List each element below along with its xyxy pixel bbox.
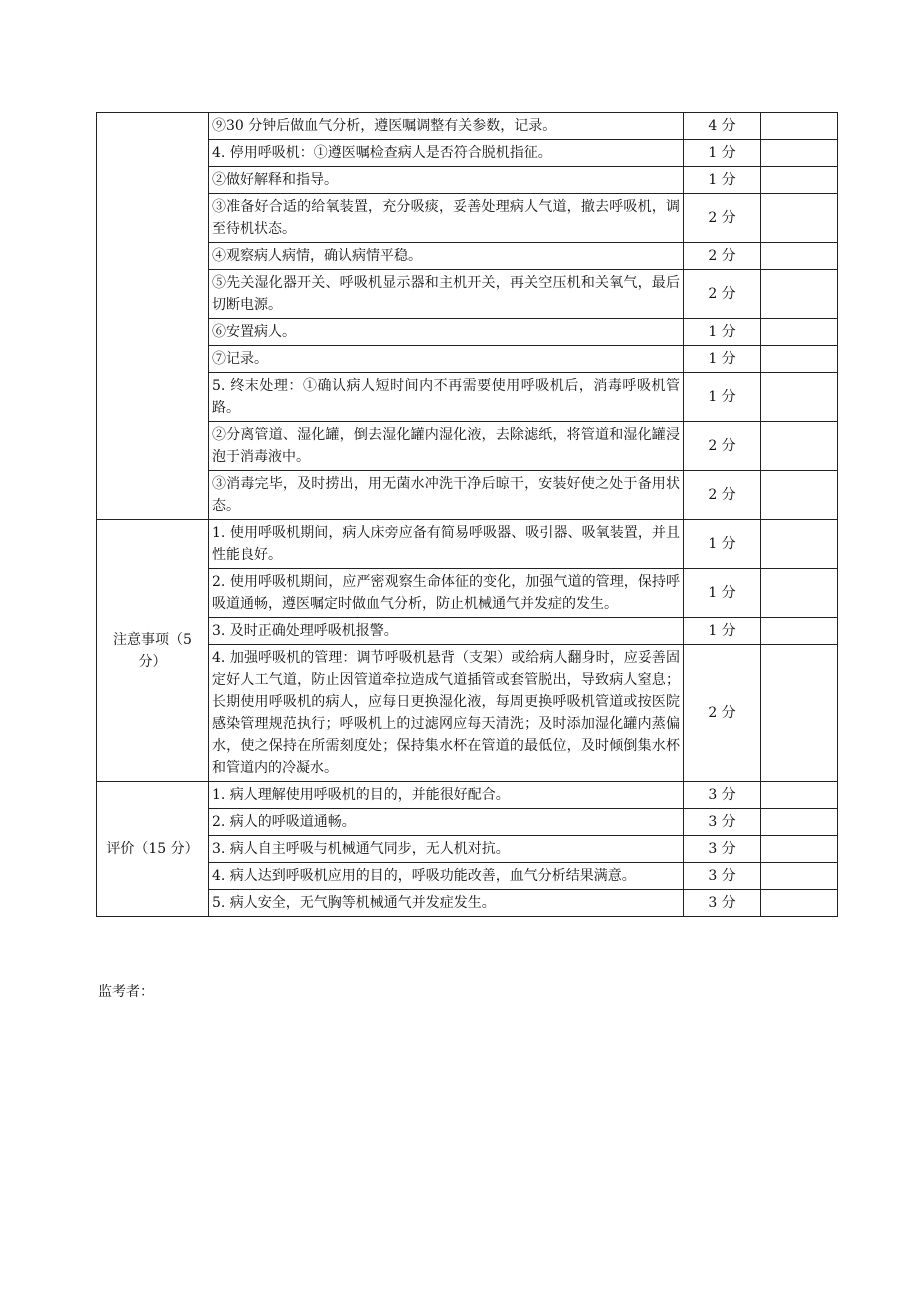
deduction-cell: [761, 809, 838, 836]
item-text: ⑨30 分钟后做血气分析，遵医嘱调整有关参数，记录。: [209, 113, 684, 140]
item-text: ⑤先关湿化器开关、呼吸机显示器和主机开关，再关空压机和关氧气，最后切断电源。: [209, 270, 684, 319]
item-text: 3. 及时正确处理呼吸机报警。: [209, 618, 684, 645]
deduction-cell: [761, 471, 838, 520]
table-row: [97, 194, 838, 243]
deduction-cell: [761, 346, 838, 373]
score-cell: 2 分: [684, 194, 761, 243]
score-cell: 2 分: [684, 422, 761, 471]
score-cell: 1 分: [684, 618, 761, 645]
deduction-cell: [761, 194, 838, 243]
deduction-cell: [761, 836, 838, 863]
category-cell: 注意事项（5 分）: [97, 520, 209, 782]
item-text: ⑦记录。: [209, 346, 684, 373]
table-row: [97, 270, 838, 319]
score-cell: 1 分: [684, 569, 761, 618]
score-cell: 2 分: [684, 270, 761, 319]
score-cell: 1 分: [684, 319, 761, 346]
deduction-cell: [761, 140, 838, 167]
score-cell: 3 分: [684, 809, 761, 836]
item-text: 2. 使用呼吸机期间，应严密观察生命体征的变化，加强气道的管理，保持呼吸道通畅，遵医嘱定时做血气分析，防止机械通气并发症的发生。: [209, 569, 684, 618]
table-row: [97, 618, 838, 645]
item-text: 4. 加强呼吸机的管理：调节呼吸机悬背（支架）或给病人翻身时，应妥善固定好人工气道，防止因管道牵拉造成气道插管或套管脱出，导致病人窒息；长期使用呼吸机的病人，应每日更换湿化液，每周更换呼吸机管道或按医院感染管理规范执行；呼吸机上的过滤网应每天清洗；及时添加湿化罐内蒸偏水，使之保持在所需刻度处；保持集水杯在管道的最低位，及时倾倒集水杯和管道内的冷凝水。: [209, 645, 684, 782]
score-cell: 3 分: [684, 836, 761, 863]
table-row: [97, 836, 838, 863]
deduction-cell: [761, 645, 838, 782]
item-text: 3. 病人自主呼吸与机械通气同步，无人机对抗。: [209, 836, 684, 863]
item-text: ⑥安置病人。: [209, 319, 684, 346]
score-cell: 2 分: [684, 243, 761, 270]
item-text: ③准备好合适的给氧装置，充分吸痰，妥善处理病人气道，撤去呼吸机，调至待机状态。: [209, 194, 684, 243]
scoring-sheet: [96, 112, 837, 917]
item-text: 1. 使用呼吸机期间，病人床旁应备有简易呼吸器、吸引器、吸氧装置，并且性能良好。: [209, 520, 684, 569]
table-row: [97, 569, 838, 618]
deduction-cell: [761, 863, 838, 890]
score-cell: 3 分: [684, 890, 761, 917]
examiner-label: 监考者：: [98, 984, 154, 1000]
table-row: [97, 782, 838, 809]
item-text: 4. 病人达到呼吸机应用的目的，呼吸功能改善，血气分析结果满意。: [209, 863, 684, 890]
score-cell: 4 分: [684, 113, 761, 140]
category-cell: 评价（15 分）: [97, 782, 209, 917]
score-cell: 2 分: [684, 471, 761, 520]
deduction-cell: [761, 782, 838, 809]
table-row: [97, 520, 838, 569]
category-cell: [97, 113, 209, 520]
table-row: [97, 471, 838, 520]
score-cell: 3 分: [684, 863, 761, 890]
table-row: [97, 809, 838, 836]
item-text: 2. 病人的呼吸道通畅。: [209, 809, 684, 836]
table-row: [97, 140, 838, 167]
deduction-cell: [761, 167, 838, 194]
item-text: 5. 病人安全，无气胸等机械通气并发症发生。: [209, 890, 684, 917]
table-row: [97, 645, 838, 782]
score-cell: 1 分: [684, 140, 761, 167]
table-row: [97, 319, 838, 346]
deduction-cell: [761, 618, 838, 645]
item-text: ②分离管道、湿化罐，倒去湿化罐内湿化液，去除滤纸，将管道和湿化罐浸泡于消毒液中。: [209, 422, 684, 471]
deduction-cell: [761, 422, 838, 471]
table-row: [97, 890, 838, 917]
item-text: 5. 终末处理：①确认病人短时间内不再需要使用呼吸机后，消毒呼吸机管路。: [209, 373, 684, 422]
deduction-cell: [761, 243, 838, 270]
deduction-cell: [761, 373, 838, 422]
table-row: [97, 422, 838, 471]
table-row: [97, 243, 838, 270]
item-text: ④观察病人病情，确认病情平稳。: [209, 243, 684, 270]
table-row: [97, 863, 838, 890]
score-cell: 2 分: [684, 645, 761, 782]
table-row: [97, 346, 838, 373]
deduction-cell: [761, 890, 838, 917]
item-text: ②做好解释和指导。: [209, 167, 684, 194]
item-text: 4. 停用呼吸机：①遵医嘱检查病人是否符合脱机指征。: [209, 140, 684, 167]
deduction-cell: [761, 319, 838, 346]
scoring-table: [96, 112, 838, 917]
score-cell: 1 分: [684, 520, 761, 569]
score-cell: 1 分: [684, 346, 761, 373]
deduction-cell: [761, 270, 838, 319]
table-row: [97, 373, 838, 422]
score-cell: 1 分: [684, 373, 761, 422]
score-cell: 1 分: [684, 167, 761, 194]
item-text: 1. 病人理解使用呼吸机的目的，并能很好配合。: [209, 782, 684, 809]
score-cell: 3 分: [684, 782, 761, 809]
table-row: [97, 113, 838, 140]
item-text: ③消毒完毕，及时捞出，用无菌水冲洗干净后晾干，安装好使之处于备用状态。: [209, 471, 684, 520]
deduction-cell: [761, 520, 838, 569]
table-row: [97, 167, 838, 194]
deduction-cell: [761, 113, 838, 140]
deduction-cell: [761, 569, 838, 618]
